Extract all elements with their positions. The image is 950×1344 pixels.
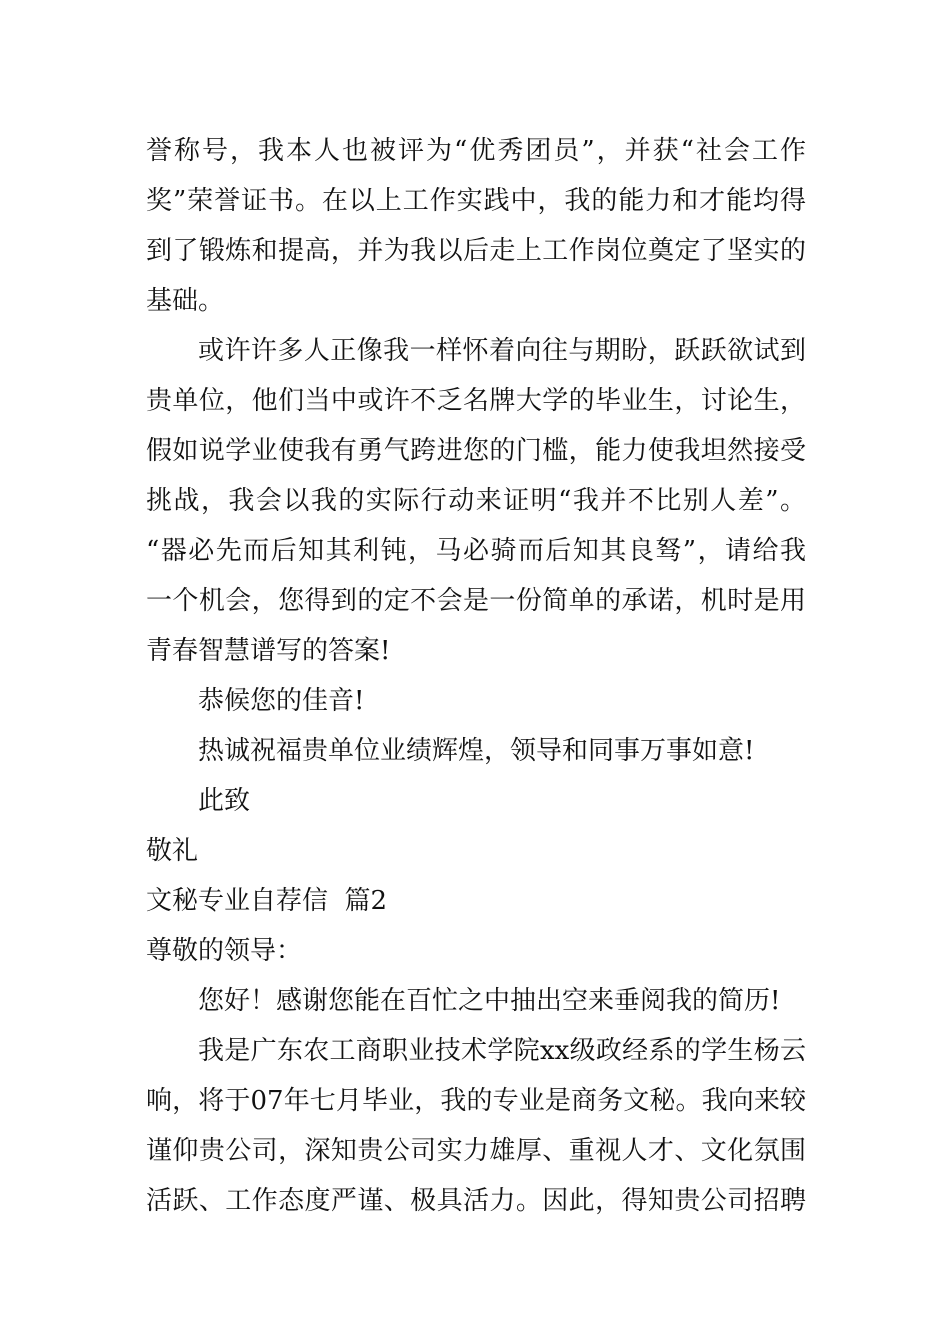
greeting <box>146 976 806 1026</box>
closing-regards <box>146 776 806 826</box>
section-title <box>146 876 806 926</box>
paragraph-aspiration <box>146 326 806 676</box>
text-line: 或许许多人正像我一样怀着向往与期盼，跃跃欲试到 <box>198 336 806 366</box>
paragraph-honors <box>146 126 806 326</box>
salutation <box>146 926 806 976</box>
text-line: 尊敬的领导： <box>146 936 303 966</box>
text-line: 您好！感谢您能在百忙之中抽出空来垂阅我的简历! <box>198 986 781 1016</box>
text-line: 文秘专业自荐信 篇2 <box>146 886 388 916</box>
text-line: 活跃、工作态度严谨、极具活力。因此，得知贵公司招聘 <box>146 1186 806 1216</box>
text-line: 恭候您的佳音! <box>198 686 365 716</box>
text-line: 谨仰贵公司，深知贵公司实力雄厚、重视人才、文化氛围 <box>146 1136 806 1166</box>
text-line: 誉称号，我本人也被评为“优秀团员”，并获“社会工作 <box>146 136 806 166</box>
text-line: 挑战，我会以我的实际行动来证明“我并不比别人差”。 <box>146 486 806 516</box>
text-line: 我是广东农工商职业技术学院xx级政经系的学生杨云 <box>198 1036 806 1066</box>
closing-salute <box>146 826 806 876</box>
paragraph-introduction <box>146 1026 806 1226</box>
text-line: 一个机会，您得到的定不会是一份简单的承诺，机时是用 <box>146 586 806 616</box>
text-line: 贵单位，他们当中或许不乏名牌大学的毕业生，讨论生， <box>146 386 806 416</box>
text-line: 到了锻炼和提高，并为我以后走上工作岗位奠定了坚实的 <box>146 236 806 266</box>
text-line: 假如说学业使我有勇气跨进您的门槛，能力使我坦然接受 <box>146 436 806 466</box>
text-line: 青春智慧谱写的答案! <box>146 636 391 666</box>
text-line: 基础。 <box>146 286 225 316</box>
text-line: “器必先而后知其利钝，马必骑而后知其良驽”，请给我 <box>146 536 806 566</box>
text-line: 响，将于07年七月毕业，我的专业是商务文秘。我向来较 <box>146 1086 806 1116</box>
closing-await-reply <box>146 676 806 726</box>
text-line: 热诚祝福贵单位业绩辉煌，领导和同事万事如意! <box>198 736 755 766</box>
text-line: 奖”荣誉证书。在以上工作实践中，我的能力和才能均得 <box>146 186 806 216</box>
letter-body <box>146 126 806 1226</box>
text-line: 此致 <box>198 786 251 816</box>
closing-wishes <box>146 726 806 776</box>
text-line: 敬礼 <box>146 836 199 866</box>
